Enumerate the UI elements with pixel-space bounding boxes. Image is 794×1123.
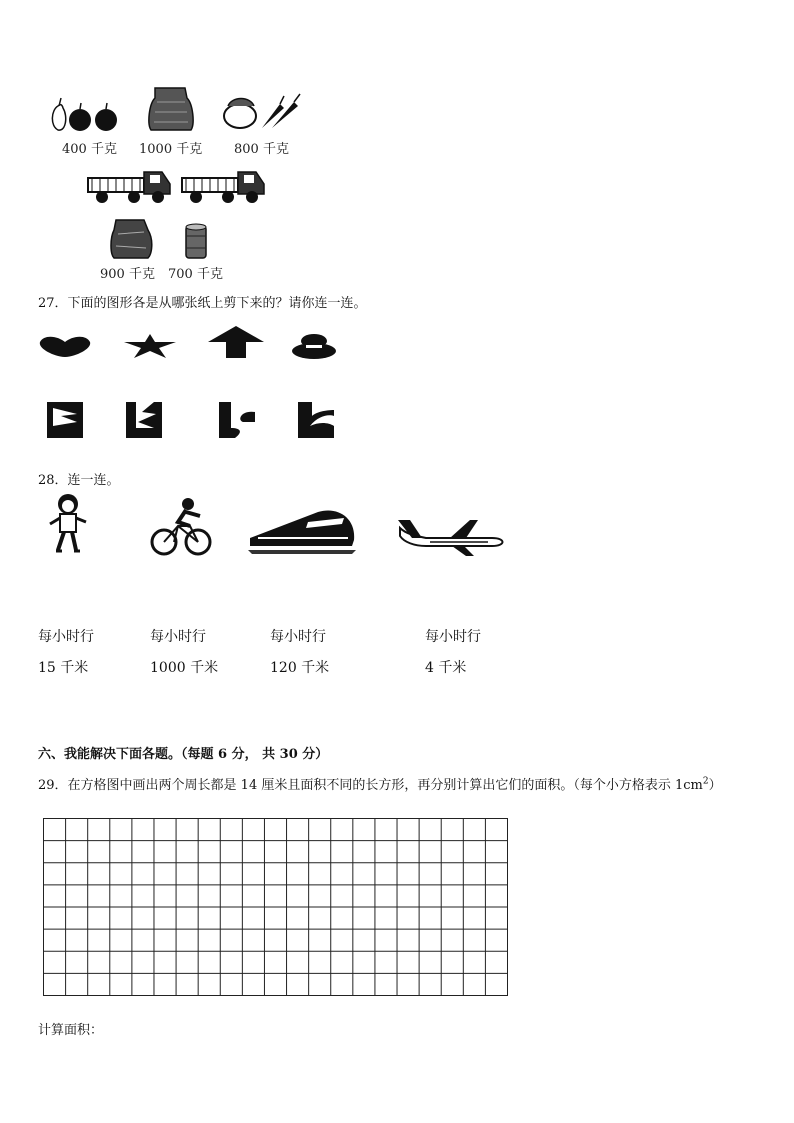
- blob-shape: [290, 334, 338, 360]
- train-icon: [248, 508, 358, 556]
- truck-icon: [180, 164, 268, 206]
- weight-label: 900 千克: [100, 267, 155, 282]
- arrow-shape: [208, 326, 264, 358]
- cut-paper-4: [298, 402, 334, 438]
- question-28: 28．连一连。: [38, 473, 120, 488]
- speed-label: 每小时行: [425, 629, 481, 645]
- fruit-icon: [46, 92, 120, 134]
- question-29-text: 29．在方格图中画出两个周长都是 14 厘米且面积不同的长方形，再分别计算出它们的面积。（每个小方格表示 1cm: [38, 778, 703, 793]
- speed-label: 每小时行: [150, 629, 206, 645]
- speed-value: 4 千米: [425, 660, 467, 676]
- weight-label: 1000 千克: [139, 142, 203, 157]
- cut-paper-1: [47, 402, 83, 438]
- speed-value: 1000 千米: [150, 660, 219, 676]
- heart-shape: [38, 336, 92, 358]
- star-shape: [124, 334, 176, 358]
- grain-sack-icon: [145, 84, 197, 132]
- weight-label: 700 千克: [168, 267, 223, 282]
- answer-label: 计算面积：: [38, 1023, 104, 1038]
- speed-label: 每小时行: [38, 629, 94, 645]
- question-29: [38, 774, 722, 793]
- cyclist-icon: [150, 496, 212, 558]
- airplane-icon: [396, 516, 508, 558]
- speed-label: 每小时行: [270, 629, 326, 645]
- question-27: 27．下面的图形各是从哪张纸上剪下来的？请你连一连。: [38, 296, 367, 311]
- question-29-close: ）: [708, 778, 722, 793]
- cut-paper-3: [219, 402, 255, 438]
- weight-label: 400 千克: [62, 142, 117, 157]
- weight-label: 800 千克: [234, 142, 289, 157]
- sack-icon: [108, 218, 154, 260]
- section-title: 六、我能解决下面各题。（每题 6 分， 共 30 分）: [38, 747, 329, 762]
- cut-paper-2: [126, 402, 162, 438]
- square-grid[interactable]: [43, 818, 508, 996]
- walking-child-icon: [46, 492, 90, 554]
- barrel-icon: [184, 222, 208, 260]
- truck-icon: [86, 164, 174, 206]
- superscript: 2: [702, 776, 709, 787]
- grid-lines: [43, 818, 508, 996]
- speed-value: 15 千米: [38, 660, 89, 676]
- vegetables-icon: [220, 92, 302, 132]
- speed-value: 120 千米: [270, 660, 330, 676]
